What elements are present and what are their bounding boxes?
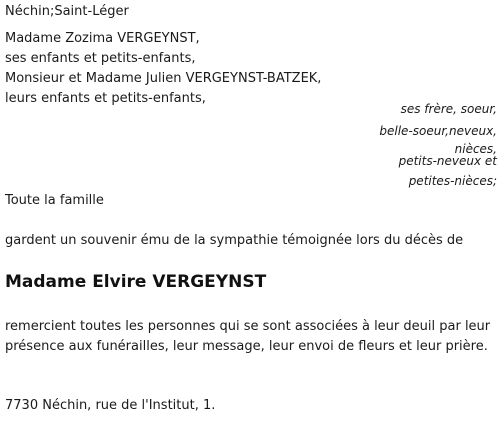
relatives-line-5: petites-nièces; <box>408 174 497 188</box>
relatives-line-3: nièces, <box>454 142 497 156</box>
family-line-3: Monsieur et Madame Julien VERGEYNST-BATZEK, <box>5 71 322 86</box>
deceased-name: Madame Elvire VERGEYNST <box>5 272 267 292</box>
location-header: Néchin;Saint-Léger <box>5 4 129 19</box>
relatives-line-2: belle-soeur,neveux, <box>379 124 497 138</box>
relatives-line-4: petits-neveux et <box>398 154 497 168</box>
family-line-4: leurs enfants et petits-enfants, <box>5 91 206 106</box>
family-line-1: Madame Zozima VERGEYNST, <box>5 31 200 46</box>
whole-family: Toute la famille <box>5 193 104 208</box>
thanks-paragraph: remercient toutes les personnes qui se sont associées à leur deuil par leur présence aux funérailles, leur message, leur envoi de fleurs et leur prière. <box>5 319 491 354</box>
family-line-2: ses enfants et petits-enfants, <box>5 51 196 66</box>
death-notice <box>5 0 497 421</box>
relatives-line-1: ses frère, soeur, <box>400 102 497 116</box>
remembrance-text: gardent un souvenir ému de la sympathie témoignée lors du décès de <box>5 233 464 248</box>
address: 7730 Néchin, rue de l'Institut, 1. <box>5 398 216 413</box>
